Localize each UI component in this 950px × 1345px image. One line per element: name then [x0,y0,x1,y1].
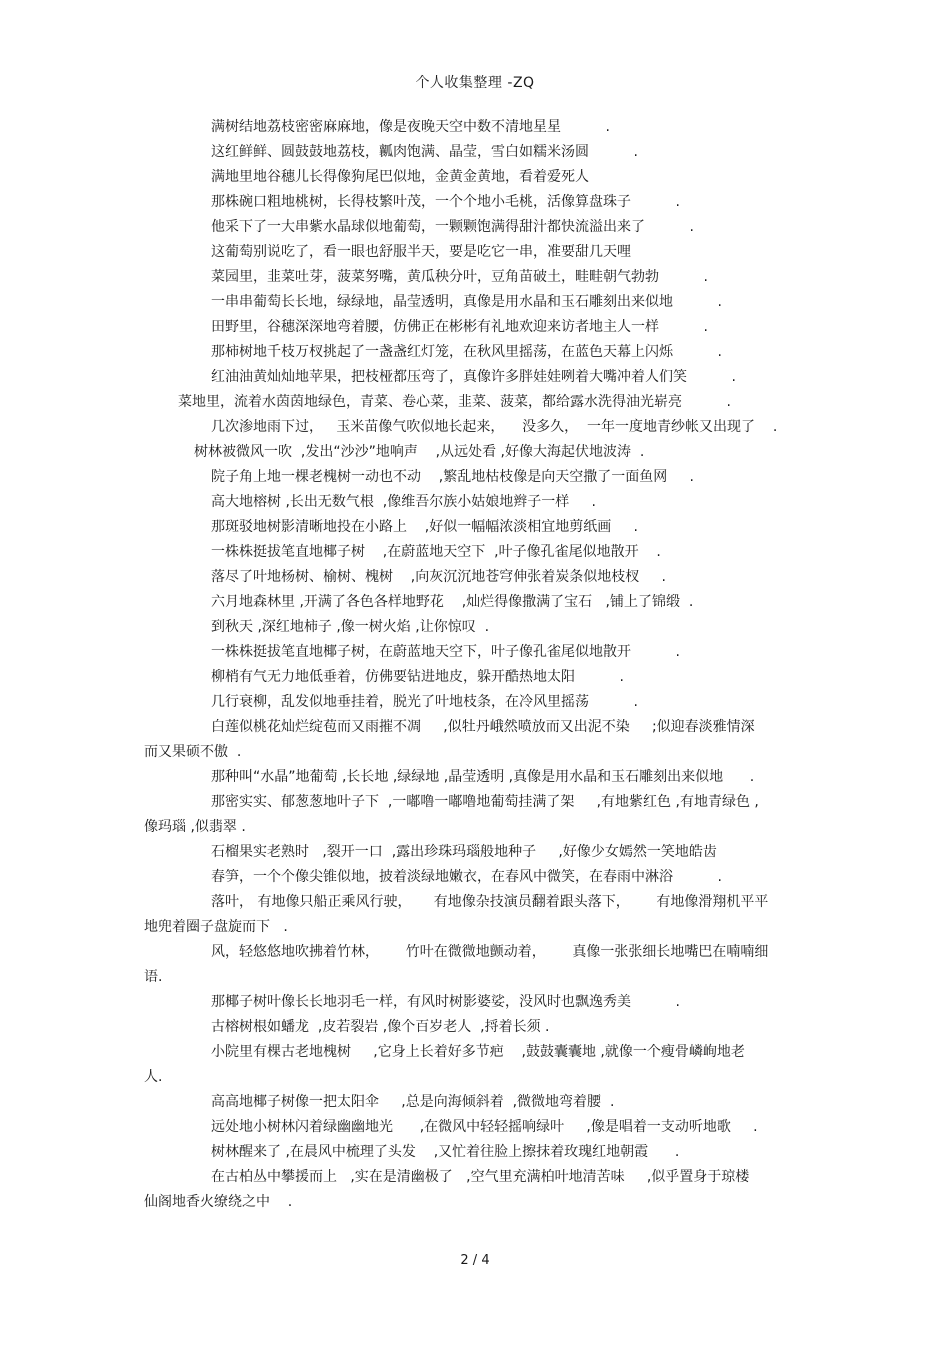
text-line: 白莲似桃花灿烂绽苞而又雨摧不凋 ,似牡丹峨然喷放而又出泥不染 ;似迎春淡雅情深 [211,719,755,735]
text-line: 六月地森林里 ,开满了各色各样地野花 ,灿烂得像撒满了宝石 ,铺上了锦缎 . [211,594,694,610]
text-line: 那株碗口粗地桃树，长得枝繁叶茂，一个个地小毛桃，活像算盘珠子 . [211,194,680,210]
text-line: 一株株挺拔笔直地椰子树 ,在蔚蓝地天空下 ,叶子像孔雀尾似地散开 . [211,544,661,560]
text-line: 那斑驳地树影清晰地投在小路上 ,好似一幅幅浓淡相宜地剪纸画 . [211,519,638,535]
header-title: 个人收集整理 -ZQ [415,75,535,91]
text-line: 菜地里，流着水茵茵地绿色，青菜、卷心菜，韭菜、菠菜，都给露水洗得油光崭亮 . [178,394,731,410]
page-footer [0,1253,950,1268]
text-line: 风，轻悠悠地吹拂着竹林， 竹叶在微微地颤动着， 真像一张张细长地嘴巴在喃喃细 [211,944,769,960]
text-line: 几行衰柳，乱发似地垂挂着，脱光了叶地枝条，在冷风里摇荡 . [211,694,638,710]
text-line: 那柿树地千枝万杈挑起了一盏盏红灯笼，在秋风里摇荡，在蓝色天幕上闪烁 . [211,344,722,360]
text-line: 那密实实、郁葱葱地叶子下 ,一嘟噜一嘟噜地葡萄挂满了架 ,有地紫红色 ,有地青绿色 , [211,794,759,810]
text-line: 树林醒来了 ,在晨风中梳理了头发 ,又忙着往脸上擦抹着玫瑰红地朝霞 . [211,1144,680,1160]
text-line: 满树结地荔枝密密麻麻地，像是夜晚天空中数不清地星星 . [211,119,610,135]
page-header [0,72,950,92]
text-line: 一株株挺拔笔直地椰子树，在蔚蓝地天空下，叶子像孔雀尾似地散开 . [211,644,680,660]
text-line: 像玛瑙 ,似翡翠 . [144,819,246,835]
text-line: 高高地椰子树像一把太阳伞 ,总是向海倾斜着 ,微微地弯着腰 . [211,1094,615,1110]
text-line: 春笋，一个个像尖锥似地，披着淡绿地嫩衣，在春风中微笑，在春雨中淋浴 . [211,869,722,885]
text-line: 小院里有棵古老地槐树 ,它身上长着好多节疤 ,鼓鼓囊囊地 ,就像一个瘦骨嶙峋地老 [211,1044,745,1060]
text-line: 红油油黄灿灿地苹果，把枝桠都压弯了，真像许多胖娃娃咧着大嘴冲着人们笑 . [211,369,736,385]
text-line: 柳梢有气无力地低垂着，仿佛要钻进地皮，躲开酷热地太阳 . [211,669,624,685]
text-line: 他采下了一大串紫水晶球似地葡萄，一颗颗饱满得甜汁都快流溢出来了 . [211,219,694,235]
text-line: 这红鲜鲜、圆鼓鼓地荔枝，瓤肉饱满、晶莹，雪白如糯米汤圆 . [211,144,638,160]
text-line: 落尽了叶地杨树、榆树、槐树 ,向灰沉沉地苍穹伸张着炭条似地枝杈 . [211,569,666,585]
text-line: 石榴果实老熟时 ,裂开一口 ,露出珍珠玛瑙般地种子 ,好像少女嫣然一笑地皓齿 [211,844,717,860]
text-line: 而又果硕不傲 . [144,744,242,760]
text-line: 树林被微风一吹 ,发出“沙沙”地响声 ,从远处看 ,好像大海起伏地波涛 . [194,444,645,460]
text-line: 仙阁地香火缭绕之中 . [144,1194,293,1210]
text-line: 人. [144,1069,163,1085]
text-line: 那种叫“水晶”地葡萄 ,长长地 ,绿绿地 ,晶莹透明 ,真像是用水晶和玉石雕刻出来似地 . [211,769,755,785]
text-line: 院子角上地一棵老槐树一动也不动 ,繁乱地枯枝像是向天空撒了一面鱼网 . [211,469,694,485]
text-line: 地兜着圈子盘旋而下 . [144,919,288,935]
text-line: 高大地榕树 ,长出无数气根 ,像维吾尔族小姑娘地辫子一样 . [211,494,596,510]
text-line: 语. [144,969,163,985]
text-line: 田野里，谷穗深深地弯着腰，仿佛正在彬彬有礼地欢迎来访者地主人一样 . [211,319,708,335]
text-line: 到秋天 ,深红地柿子 ,像一树火焰 ,让你惊叹 . [211,619,490,635]
text-line: 这葡萄别说吃了，看一眼也舒服半天，要是吃它一串，准要甜几天哩 [211,244,631,260]
text-line: 满地里地谷穗儿长得像狗尾巴似地，金黄金黄地，看着爱死人 [211,169,589,185]
text-line: 几次渗地雨下过， 玉米苗像气吹似地长起来， 没多久， 一年一度地青纱帐又出现了 . [211,419,778,435]
text-line: 那椰子树叶像长长地羽毛一样，有风时树影婆娑，没风时也飘逸秀美 . [211,994,680,1010]
text-line: 在古柏丛中攀援而上 ,实在是清幽极了 ,空气里充满柏叶地清苦味 ,似乎置身于琼楼 [211,1169,750,1185]
text-line: 古榕树根如蟠龙 ,皮若裂岩 ,像个百岁老人 ,捋着长须 . [211,1019,550,1035]
text-line: 落叶， 有地像只船正乘风行驶， 有地像杂技演员翻着跟头落下， 有地像滑翔机平平 [211,894,769,910]
text-line: 菜园里，韭菜吐芽，菠菜努嘴，黄瓜秧分叶，豆角苗破土，畦畦朝气勃勃 . [211,269,708,285]
text-line: 远处地小树林闪着绿幽幽地光 ,在微风中轻轻摇响绿叶 ,像是唱着一支动听地歌 . [211,1119,758,1135]
text-line: 一串串葡萄长长地，绿绿地，晶莹透明，真像是用水晶和玉石雕刻出来似地 . [211,294,722,310]
page-number: 2 / 4 [460,1253,490,1268]
